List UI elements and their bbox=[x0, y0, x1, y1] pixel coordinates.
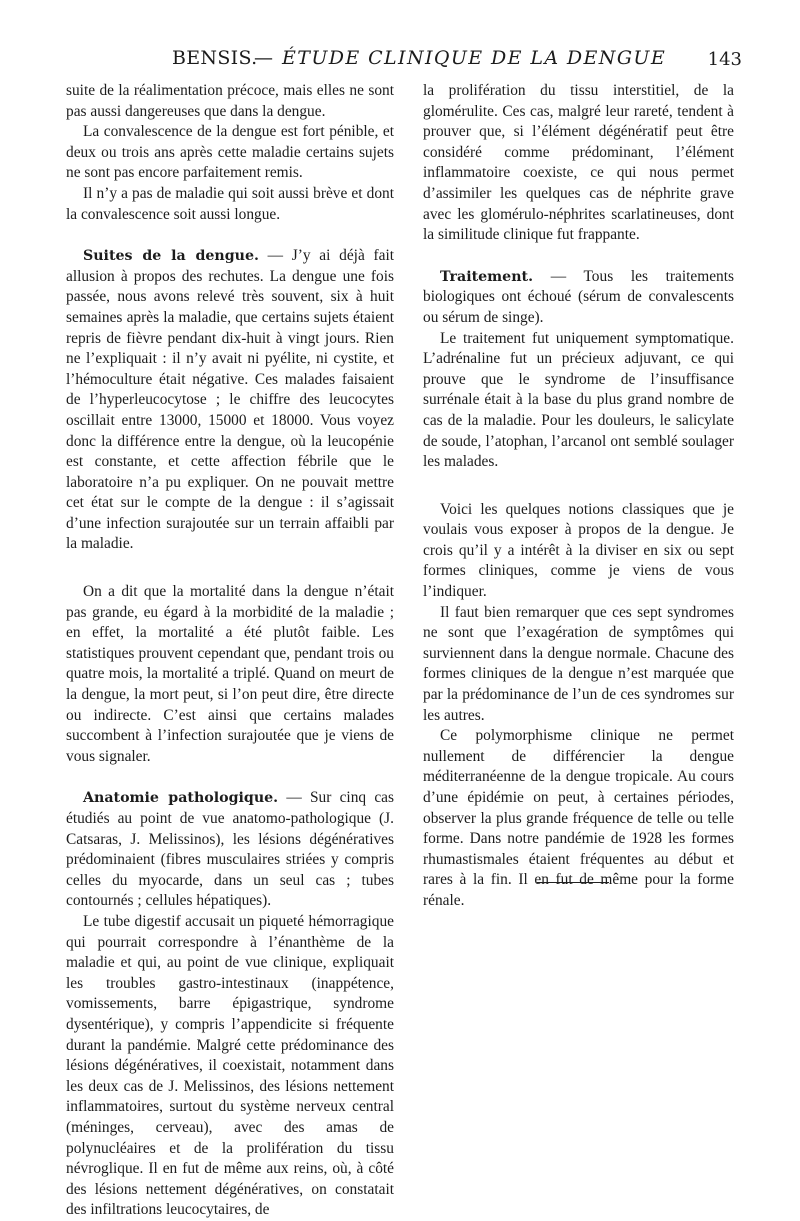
paragraph-continuation: suite de la réalimentation précoce, mais elles ne sont pas aussi dangereuses que dans la dengue. bbox=[66, 82, 394, 120]
paragraph-treatment bbox=[423, 267, 734, 329]
paragraph-suites-text: — J’y ai déjà fait allusion à propos des rechutes. La dengue une fois passée, nous avons relevé très souvent, six à huit semaines après la maladie, que certains sujets étaient repris de fièvre pendant dix-huit à vingt jours. Rien ne l’expliquait : il n’y avait ni pyélite, ni cystite, et l’hémoculture était négative. Ces malades faisaient de l’hyperleucocytose ; le chiffre des leucocytes oscillait entre 13000, 15000 et 18000. Vous voyez donc la différence entre la dengue, où la leucopénie est constante, et cette affection fébrile que le laboratoire n’a pu expliquer. On ne pouvait mettre cet état sur le compte de la dengue : il s’agissait d’une infection surajoutée sur un terrain affaibli par la maladie. bbox=[66, 247, 394, 553]
right-column bbox=[423, 81, 734, 912]
paragraph-glomerulitis: la prolifération du tissu interstitiel, de la glomérulite. Ces cas, malgré leur rareté, tendent à prouver que, si l’élément dégénératif peut être considéré comme prédominant, l’élément inflammatoire coexiste, ce qui nous permet d’assimiler les quelques cas de néphrite grave avec les glomérulo-néphrites scarlatineuses, dont la similitude clinique fut frappante. bbox=[423, 82, 734, 244]
page-number: 143 bbox=[707, 49, 742, 70]
paragraph-brevity: Il n’y a pas de maladie qui soit aussi brève et dont la convalescence soit aussi longue. bbox=[66, 184, 394, 223]
closing-rule bbox=[537, 882, 609, 883]
section-heading-suites: Suites de la dengue. bbox=[83, 248, 259, 265]
paragraph-symptomatic: Le traitement fut uniquement symptomatique. L’adrénaline fut un précieux adjuvant, ce qui prouve que le syndrome de l’insuffisance surrénale était à la base du plus grand nombre de cas de la maladie. Pour les douleurs, le salicylate de soude, l’atophan, l’arcanol ont semblé soulager les malades. bbox=[423, 329, 734, 471]
header-title: ÉTUDE CLINIQUE DE LA DENGUE bbox=[282, 47, 667, 69]
paragraph-anatomy-text: — Sur cinq cas étudiés au point de vue anatomo-pathologique (J. Catsaras, J. Melissinos), les lésions dégénératives prédominaient (fibres musculaires striées y compris celles du myocarde, dans un seul cas ; tubes contournés ; cellules hépatiques). bbox=[66, 789, 394, 910]
header-author: BENSIS. bbox=[172, 47, 258, 69]
paragraph-mortality: On a dit que la mortalité dans la dengue n’était pas grande, eu égard à la morbidité de la maladie ; en effet, la mortalité a été plutôt faible. Les statistiques prouvent cependant que, pendant trois ou quatre mois, la mortalité a triplé. Quand on meurt de la dengue, la mort peut, si l’on peut dire, être directe ou indirecte. C’est ainsi que certains malades succombent à l’infection surajoutée que je viens de vous signaler. bbox=[66, 583, 394, 765]
left-column bbox=[66, 81, 394, 1221]
paragraph-classic-notions: Voici les quelques notions classiques que je voulais vous exposer à propos de la dengue. Je crois qu’il y a intérêt à la diviser en six ou sept formes cliniques, comme je viens de vous l’indiquer. bbox=[423, 500, 734, 601]
paragraph-treatment-text: — Tous les traitements biologiques ont échoué (sérum de convalescents ou sérum de singe). bbox=[423, 267, 734, 326]
paragraph-digestive: Le tube digestif accusait un piqueté hémorragique qui pourrait correspondre à l’énanthème de la maladie et qui, au point de vue clinique, expliquait les troubles gastro-intestinaux (inappétence, vomissements, barre épigastrique, syndrome dysentérique), y compris l’appendicite si fréquente durant la pandémie. Malgré cette prédominance des lésions dégénératives, il coexistait, notamment dans les deux cas de J. Melissinos, des lésions nettement inflammatoires, surtout du système nerveux central (méninges, cerveau), avec des amas de polynucléaires et de la prolifération du tissu névroglique. Il en fut de même aux reins, où, à côté des lésions nettement dégénératives, on constatait des infiltrations leucocytaires, de bbox=[66, 912, 394, 1219]
running-header bbox=[172, 47, 742, 77]
paragraph-polymorphism: Ce polymorphisme clinique ne permet nullement de différencier la dengue méditerranéenne de la dengue tropicale. Au cours d’une épidémie on peut, à certaines périodes, observer la plus grande fréquence de telle ou telle forme. Dans notre pandémie de 1928 les formes rhumastismales étaient fréquentes au début et rares à la fin. Il en fut de même pour la forme rénale. bbox=[423, 727, 734, 909]
section-heading-anatomy: Anatomie pathologique. bbox=[83, 790, 279, 807]
header-dash: — bbox=[254, 47, 273, 69]
paragraph-syndromes: Il faut bien remarquer que ces sept syndromes ne sont que l’exagération de symptômes qui surviennent dans la dengue normale. Chacune des formes cliniques de la dengue n’est marquée que par la prédominance de l’un de ces syndromes sur les autres. bbox=[423, 603, 734, 724]
paragraph-convalescence: La convalescence de la dengue est fort pénible, et deux ou trois ans après cette maladie certains sujets ne sont pas encore parfaitement remis. bbox=[66, 123, 394, 182]
paragraph-suites bbox=[66, 246, 394, 555]
section-heading-treatment: Traitement. bbox=[440, 268, 534, 285]
paragraph-anatomy bbox=[66, 788, 394, 912]
